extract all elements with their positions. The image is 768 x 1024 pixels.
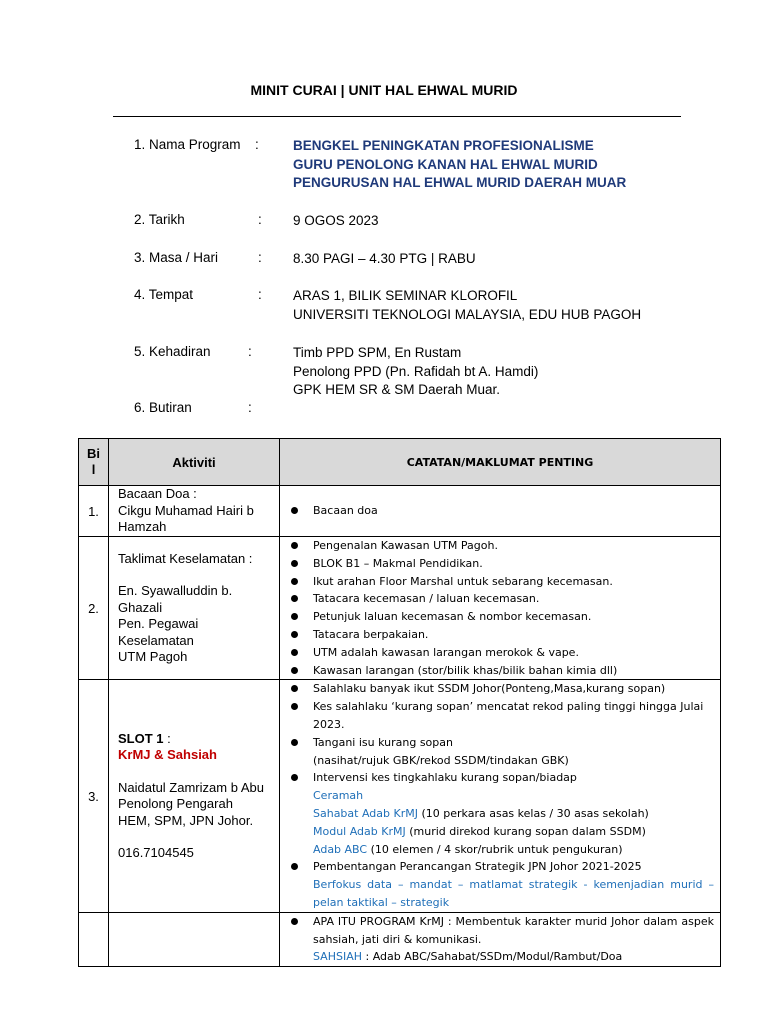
tarikh-value: 9 OGOS 2023 — [293, 213, 379, 228]
sahsiah-line — [313, 948, 714, 966]
sahabat-line — [313, 805, 714, 823]
aktiviti-line: UTM Pagoh — [118, 649, 188, 665]
kehadiran-line: GPK HEM SR & SM Daerah Muar. — [293, 382, 501, 397]
table-row — [79, 912, 721, 966]
slot-topic: KrMJ & Sahsiah — [118, 747, 217, 763]
sahsiah-label: SAHSIAH — [313, 950, 363, 964]
tempat-label: 4. Tempat — [134, 287, 194, 302]
aktiviti-line: Keselamatan — [118, 632, 194, 648]
header-bil — [79, 439, 109, 486]
row-aktiviti — [109, 486, 280, 537]
modul-line — [313, 823, 714, 841]
row-catatan — [280, 486, 721, 537]
butiran-colon: : — [248, 400, 252, 415]
header-bil-line: Bi — [87, 446, 100, 461]
tarikh-colon: : — [258, 212, 262, 227]
row-number: 3. — [79, 680, 109, 912]
table-row — [79, 680, 721, 912]
bullet-item: BLOK B1 – Makmal Pendidikan. — [288, 555, 714, 573]
bullet-text: Intervensi kes tingkahlaku kurang sopan/biadap — [313, 771, 577, 785]
program-line: PENGURUSAN HAL EHWAL MURID DAERAH MUAR — [293, 175, 627, 190]
tempat-line: ARAS 1, BILIK SEMINAR KLOROFIL — [293, 288, 518, 303]
bullet-item: Salahlaku banyak ikut SSDM Johor(Ponteng,Masa,kurang sopan) — [288, 680, 714, 698]
bullet-item: Ikut arahan Floor Marshal untuk sebarang kecemasan. — [288, 573, 714, 591]
speaker-line: Naidatul Zamrizam b Abu — [118, 779, 264, 795]
aktiviti-line: Ghazali — [118, 599, 163, 615]
abc-detail: (10 elemen / 4 skor/rubrik untuk pengukuran) — [367, 842, 623, 856]
row-aktiviti — [109, 537, 280, 680]
bullet-item: Petunjuk laluan kecemasan & nombor kecemasan. — [288, 608, 714, 626]
row-aktiviti — [109, 912, 280, 966]
program-name — [293, 137, 626, 193]
kehadiran-colon: : — [248, 344, 252, 359]
row-catatan — [280, 912, 721, 966]
row-number: 1. — [79, 486, 109, 537]
bullet-item: UTM adalah kawasan larangan merokok & vape. — [288, 644, 714, 662]
bullet-item — [288, 734, 714, 770]
modul-label: Modul Adab KrMJ — [313, 824, 406, 838]
kehadiran-label: 5. Kehadiran — [134, 344, 211, 359]
tempat-colon: : — [258, 287, 262, 302]
speaker-phone: 016.7104545 — [118, 845, 194, 861]
row-number — [79, 912, 109, 966]
aktiviti-title: Taklimat Keselamatan : — [118, 550, 253, 566]
title-divider — [113, 116, 681, 117]
bullet-item — [288, 858, 714, 911]
bullet-item: Kawasan larangan (stor/bilik khas/bilik bahan kimia dll) — [288, 662, 714, 680]
document-title: MINIT CURAI | UNIT HAL EHWAL MURID — [250, 82, 518, 98]
abc-label: Adab ABC — [313, 842, 368, 856]
tempat-value — [293, 287, 641, 324]
row-catatan — [280, 537, 721, 680]
slot-colon: : — [163, 730, 171, 746]
header-catatan: CATATAN/MAKLUMAT PENTING — [280, 439, 721, 486]
kehadiran-line: Penolong PPD (Pn. Rafidah bt A. Hamdi) — [293, 363, 539, 379]
slot-heading — [118, 731, 273, 748]
header-bil-line: l — [91, 462, 96, 477]
butiran-label: 6. Butiran — [134, 400, 192, 415]
bullet-item: Tatacara kecemasan / laluan kecemasan. — [288, 590, 714, 608]
speaker-line: HEM, SPM, JPN Johor. — [118, 812, 254, 828]
bullet-item: Kes salahlaku ‘kurang sopan’ mencatat rekod paling tinggi hingga Julai 2023. — [288, 698, 714, 734]
aktiviti-line: Hamzah — [118, 519, 167, 535]
tarikh-label: 2. Tarikh — [134, 212, 185, 227]
program-line: BENGKEL PENINGKATAN PROFESIONALISME — [293, 138, 594, 153]
kehadiran-value — [293, 344, 538, 400]
row-number: 2. — [79, 537, 109, 680]
sahabat-label: Sahabat Adab KrMJ — [313, 806, 418, 820]
sahsiah-detail: : Adab ABC/Sahabat/SSDm/Modul/Rambut/Doa — [362, 950, 623, 964]
bullet-item: Bacaan doa — [288, 502, 714, 520]
bullet-text: Tangani isu kurang sopan — [313, 735, 453, 749]
sahabat-detail: (10 perkara asas kelas / 30 asas sekolah) — [417, 806, 649, 820]
bullet-item — [288, 913, 714, 966]
aktiviti-line: Cikgu Muhamad Hairi b — [118, 502, 254, 518]
masa-colon: : — [258, 250, 262, 265]
berfokus-text: Berfokus data – mandat – matlamat strategik - kemenjadian murid – pelan taktikal – strategik — [313, 878, 714, 909]
abc-line — [313, 841, 714, 859]
header-aktiviti: Aktiviti — [109, 439, 280, 486]
aktiviti-line: En. Syawalluddin b. — [118, 583, 233, 599]
row-catatan — [280, 680, 721, 912]
ceramah-text: Ceramah — [313, 789, 364, 803]
masa-value: 8.30 PAGI – 4.30 PTG | RABU — [293, 251, 476, 266]
bullet-item: Tatacara berpakaian. — [288, 626, 714, 644]
slot-label: SLOT 1 — [118, 730, 164, 746]
masa-label: 3. Masa / Hari — [134, 250, 219, 265]
bullet-subtext: (nasihat/rujuk GBK/rekod SSDM/tindakan GBK) — [313, 753, 569, 767]
tempat-line: UNIVERSITI TEKNOLOGI MALAYSIA, EDU HUB PAGOH — [293, 306, 642, 322]
butiran-table — [78, 438, 721, 967]
table-row — [79, 486, 721, 537]
table-row — [79, 537, 721, 680]
row-aktiviti — [109, 680, 280, 912]
aktiviti-line: Bacaan Doa : — [118, 486, 197, 502]
bullet-item — [288, 769, 714, 858]
aktiviti-line: Pen. Pegawai — [118, 616, 199, 632]
program-colon: : — [255, 137, 259, 152]
bullet-text: APA ITU PROGRAM KrMJ : Membentuk karakter murid Johor dalam aspek sahsiah, jati diri & komunikasi. — [313, 914, 714, 946]
modul-detail: (murid direkod kurang sopan dalam SSDM) — [405, 824, 646, 838]
program-line: GURU PENOLONG KANAN HAL EHWAL MURID — [293, 156, 598, 172]
table-header-row — [79, 439, 721, 486]
kehadiran-line: Timb PPD SPM, En Rustam — [293, 345, 462, 360]
bullet-item: Pengenalan Kawasan UTM Pagoh. — [288, 537, 714, 555]
speaker-line: Penolong Pengarah — [118, 796, 233, 812]
program-label: 1. Nama Program — [134, 137, 241, 152]
bullet-text: Pembentangan Perancangan Strategik JPN Johor 2021-2025 — [313, 860, 642, 874]
